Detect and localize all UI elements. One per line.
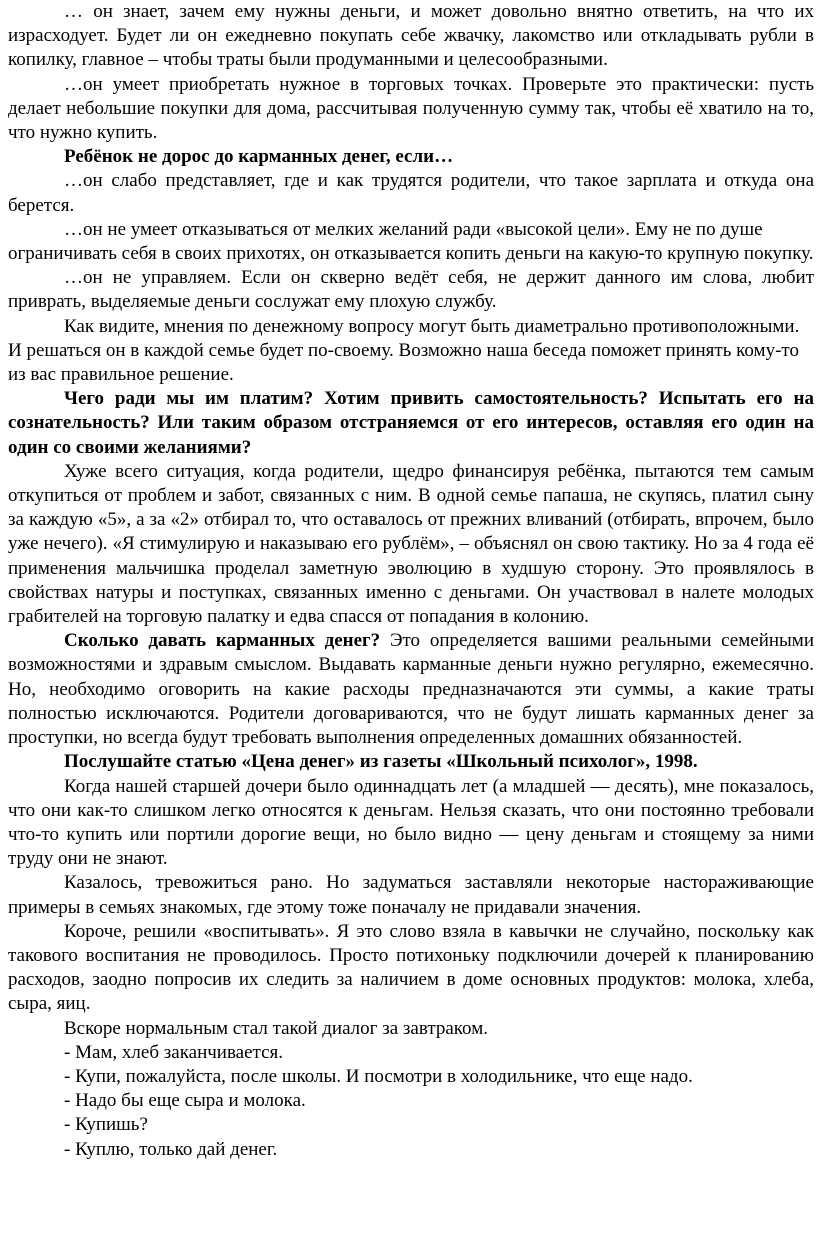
document-page	[8, 0, 814, 1162]
paragraph-opinions: Как видите, мнения по денежному вопросу могут быть диаметрально противоположными. И решаться он в каждой семье будет по-своему. Возможно наша беседа поможет принять кому-то из вас правильное решение.	[8, 315, 800, 386]
dialog-line-intro: Вскоре нормальным стал такой диалог за завтраком.	[64, 1017, 488, 1039]
paragraph-worst-situation: Хуже всего ситуация, когда родители, щедро финансируя ребёнка, пытаются тем самым откупиться от проблем и забот, связанных с ним. В одной семье папаша, не скупясь, платил сыну за каждую «5», а за «2» отбирал то, что оставалось от прежних вливаний (отбирать, впрочем, было уже нечего). «Я стимулирую и наказываю его рублём», – объяснял он свою тактику. Но за 4 года её применения мальчишка проделал заметную эволюцию в худшую сторону. Это проявлялось в свойствах натуры и поступках, связанных именно с деньгами. Он участвовал в налете молодых грабителей на торговую палатку и едва спасся от попадания в колонию.	[8, 460, 814, 628]
paragraph-decided-to-educate: Короче, решили «воспитывать». Я это слово взяла в кавычки не случайно, поскольку как такового воспитания не проводилось. Просто потихоньку подключили дочерей к планированию расходов, заодно попросив их следить за наличием в доме основных продуктов: молока, хлеба, сыра, яиц.	[8, 920, 814, 1015]
paragraph-how-much	[8, 629, 814, 750]
paragraph-weak-idea: …он слабо представляет, где и как трудятся родители, что такое зарплата и откуда она берется.	[8, 170, 814, 216]
paragraph-can-buy: …он умеет приобретать нужное в торговых точках. Проверьте это практически: пусть делает небольшие покупки для дома, рассчитывая полученную сумму так, чтобы её хватило на то, что нужно купить.	[8, 73, 814, 144]
paragraph-knows-why-money: … он знает, зачем ему нужны деньги, и может довольно внятно ответить, на что их израсходует. Будет ли он ежедневно покупать себе жвачку, лакомство или откладывать рубли в копилку, главное – чтобы траты были продуманными и целесообразными.	[8, 1, 814, 71]
paragraph-how-much-lead: Сколько давать карманных денег?	[64, 630, 381, 652]
paragraph-unmanageable: …он не управляем. Если он скверно ведёт себя, не держит данного им слова, любит приврать, выделяемые деньги сослужат ему плохую службу.	[8, 267, 814, 313]
dialog-line-cheese-milk: - Надо бы еще сыра и молока.	[64, 1090, 306, 1112]
heading-listen-article: Послушайте статью «Цена денег» из газеты «Школьный психолог», 1998.	[64, 751, 698, 773]
heading-why-pay: Чего ради мы им платим? Хотим привить самостоятельность? Испытать его на сознательность? Или таким образом отстраняемся от его интересов, оставляя его один на один со своими желаниями?	[8, 388, 814, 458]
dialog-line-will-you-buy: - Купишь?	[64, 1114, 148, 1136]
paragraph-older-daughter: Когда нашей старшей дочери было одиннадцать лет (а младшей — десять), мне показалось, что они как-то слишком легко относятся к деньгам. Нельзя сказать, что они постоянно требовали что-то купить или портили дорогие вещи, но было видно — цену деньгам и стоящему за ними труду они не знают.	[8, 775, 814, 870]
dialog-line-bread-ending: - Мам, хлеб заканчивается.	[64, 1041, 284, 1063]
dialog-line-buy-after-school: - Купи, пожалуйста, после школы. И посмотри в холодильнике, что еще надо.	[64, 1065, 693, 1087]
dialog-line-give-money: - Куплю, только дай денег.	[64, 1138, 278, 1160]
paragraph-cannot-refuse: …он не умеет отказываться от мелких желаний ради «высокой цели». Ему не по душе ограничивать себя в своих прихотях, он отказывается копить деньги на какую-то крупную покупку.	[8, 218, 814, 265]
paragraph-too-early: Казалось, тревожиться рано. Но задуматься заставляли некоторые настораживающие примеры в семьях знакомых, где этому тоже поначалу не придавали значения.	[8, 872, 814, 918]
heading-not-ready: Ребёнок не дорос до карманных денег, если…	[64, 146, 454, 168]
paragraph-how-much-body: Это определяется вашими реальными семейными возможностями и здравым смыслом. Выдавать карманные деньги нужно регулярно, ежемесячно. Но, необходимо оговорить на какие расходы предназначаются эти суммы, а какие траты полностью исключаются. Родители договариваются, что не будут лишать карманных денег за проступки, но всегда будут требовать выполнения определенных домашних обязанностей.	[8, 630, 814, 749]
